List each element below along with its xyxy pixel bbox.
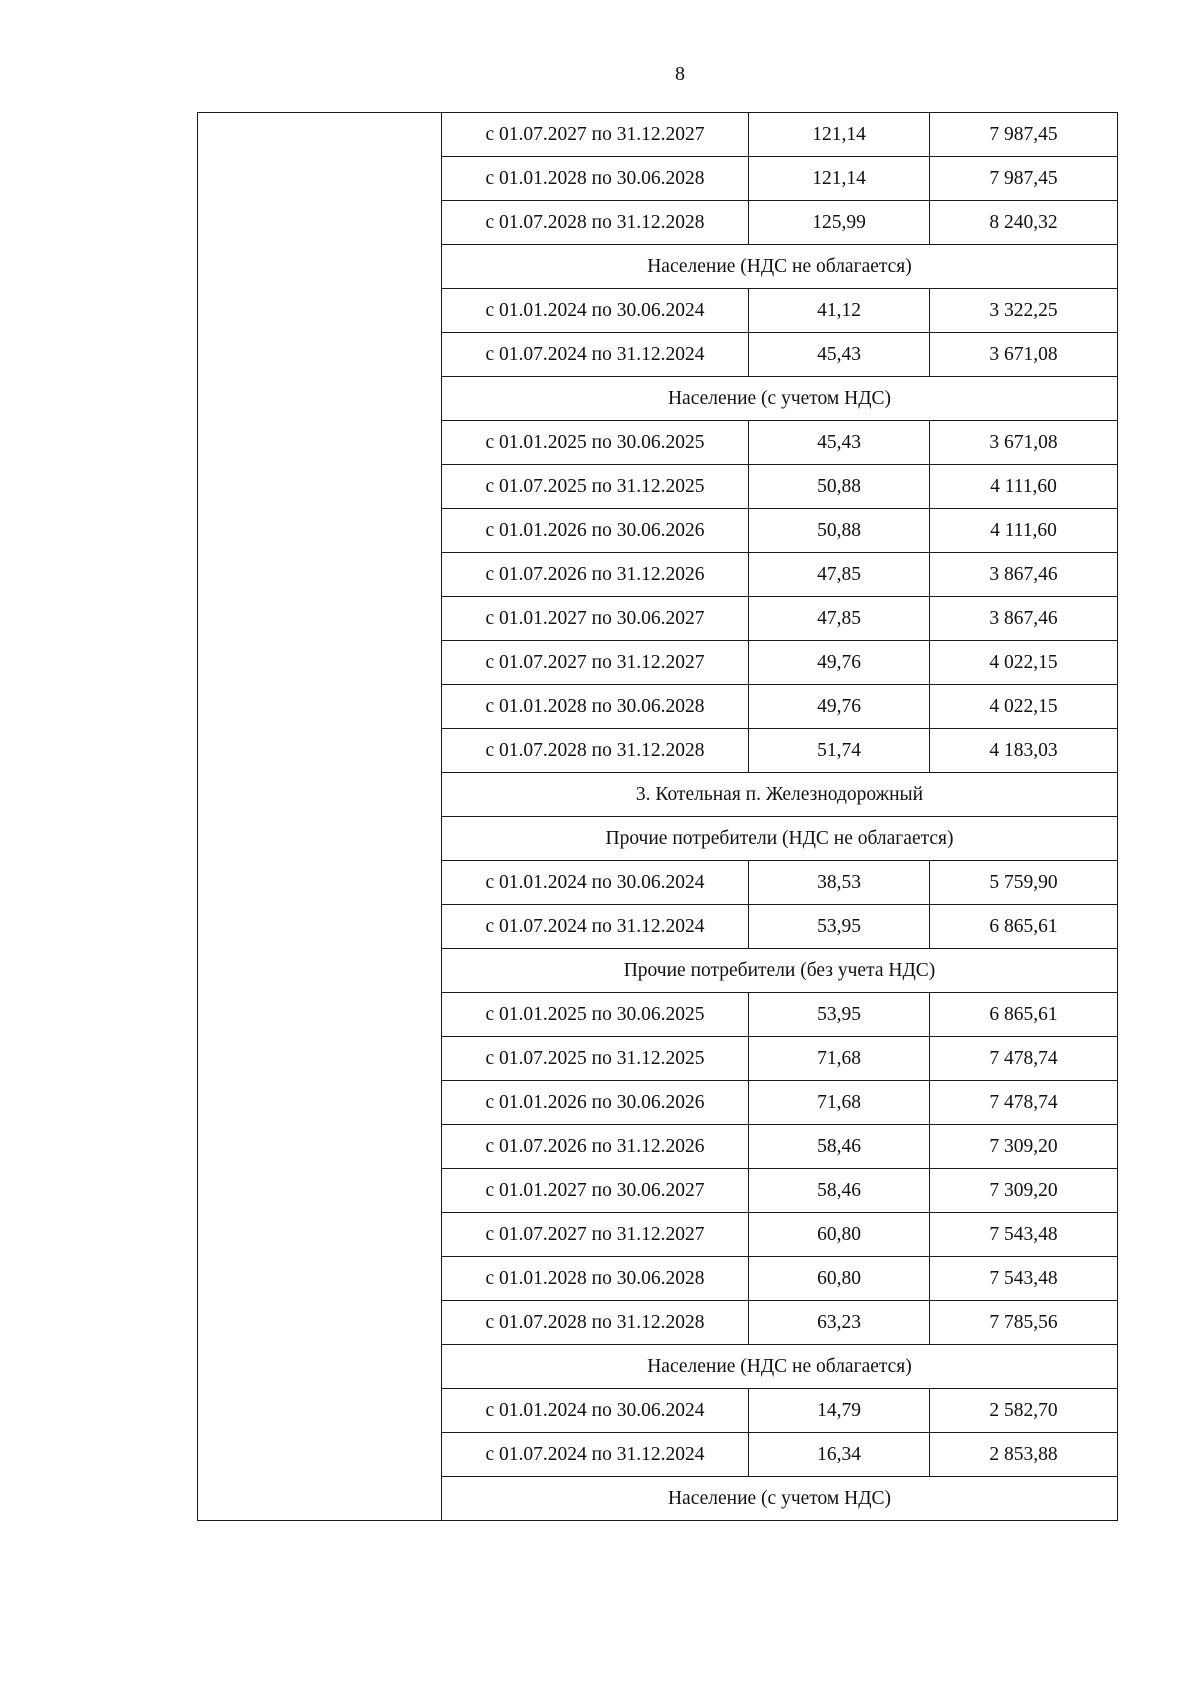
value2-cell: 7 987,45 <box>930 113 1118 157</box>
value1-cell: 41,12 <box>749 289 930 333</box>
value2-cell: 4 183,03 <box>930 729 1118 773</box>
value2-cell: 7 478,74 <box>930 1081 1118 1125</box>
value1-cell: 53,95 <box>749 993 930 1037</box>
value1-cell: 60,80 <box>749 1213 930 1257</box>
value1-cell: 47,85 <box>749 553 930 597</box>
section-heading: Прочие потребители (без учета НДС) <box>442 949 1118 993</box>
value1-cell: 51,74 <box>749 729 930 773</box>
value2-cell: 4 111,60 <box>930 465 1118 509</box>
section-heading: 3. Котельная п. Железнодорожный <box>442 773 1118 817</box>
period-cell: с 01.01.2024 по 30.06.2024 <box>442 1389 749 1433</box>
period-cell: с 01.01.2025 по 30.06.2025 <box>442 993 749 1037</box>
value1-cell: 50,88 <box>749 509 930 553</box>
table-row <box>198 113 1118 157</box>
value1-cell: 50,88 <box>749 465 930 509</box>
value1-cell: 71,68 <box>749 1037 930 1081</box>
value1-cell: 45,43 <box>749 333 930 377</box>
value2-cell: 2 853,88 <box>930 1433 1118 1477</box>
value1-cell: 121,14 <box>749 157 930 201</box>
page-number: 8 <box>675 63 685 85</box>
value1-cell: 16,34 <box>749 1433 930 1477</box>
value2-cell: 7 785,56 <box>930 1301 1118 1345</box>
value1-cell: 49,76 <box>749 641 930 685</box>
value1-cell: 121,14 <box>749 113 930 157</box>
value1-cell: 45,43 <box>749 421 930 465</box>
value1-cell: 14,79 <box>749 1389 930 1433</box>
value1-cell: 63,23 <box>749 1301 930 1345</box>
value1-cell: 49,76 <box>749 685 930 729</box>
period-cell: с 01.01.2024 по 30.06.2024 <box>442 861 749 905</box>
value2-cell: 2 582,70 <box>930 1389 1118 1433</box>
period-cell: с 01.07.2028 по 31.12.2028 <box>442 1301 749 1345</box>
value1-cell: 38,53 <box>749 861 930 905</box>
value2-cell: 3 671,08 <box>930 421 1118 465</box>
period-cell: с 01.07.2024 по 31.12.2024 <box>442 905 749 949</box>
value1-cell: 60,80 <box>749 1257 930 1301</box>
period-cell: с 01.07.2026 по 31.12.2026 <box>442 1125 749 1169</box>
value2-cell: 3 671,08 <box>930 333 1118 377</box>
period-cell: с 01.01.2025 по 30.06.2025 <box>442 421 749 465</box>
period-cell: с 01.07.2028 по 31.12.2028 <box>442 201 749 245</box>
value2-cell: 8 240,32 <box>930 201 1118 245</box>
period-cell: с 01.01.2026 по 30.06.2026 <box>442 509 749 553</box>
period-cell: с 01.07.2025 по 31.12.2025 <box>442 1037 749 1081</box>
period-cell: с 01.01.2024 по 30.06.2024 <box>442 289 749 333</box>
section-heading: Население (с учетом НДС) <box>442 1477 1118 1521</box>
period-cell: с 01.01.2028 по 30.06.2028 <box>442 685 749 729</box>
value2-cell: 7 309,20 <box>930 1125 1118 1169</box>
value1-cell: 125,99 <box>749 201 930 245</box>
value2-cell: 6 865,61 <box>930 905 1118 949</box>
period-cell: с 01.07.2025 по 31.12.2025 <box>442 465 749 509</box>
value1-cell: 71,68 <box>749 1081 930 1125</box>
value2-cell: 5 759,90 <box>930 861 1118 905</box>
period-cell: с 01.01.2027 по 30.06.2027 <box>442 1169 749 1213</box>
value2-cell: 4 022,15 <box>930 685 1118 729</box>
period-cell: с 01.07.2024 по 31.12.2024 <box>442 1433 749 1477</box>
period-cell: с 01.01.2028 по 30.06.2028 <box>442 157 749 201</box>
section-heading: Население (НДС не облагается) <box>442 1345 1118 1389</box>
value2-cell: 7 309,20 <box>930 1169 1118 1213</box>
tariff-table <box>197 112 1118 1521</box>
period-cell: с 01.07.2027 по 31.12.2027 <box>442 1213 749 1257</box>
value2-cell: 7 543,48 <box>930 1257 1118 1301</box>
period-cell: с 01.01.2026 по 30.06.2026 <box>442 1081 749 1125</box>
period-cell: с 01.07.2026 по 31.12.2026 <box>442 553 749 597</box>
value2-cell: 3 322,25 <box>930 289 1118 333</box>
period-cell: с 01.07.2024 по 31.12.2024 <box>442 333 749 377</box>
period-cell: с 01.01.2028 по 30.06.2028 <box>442 1257 749 1301</box>
section-heading: Население (с учетом НДС) <box>442 377 1118 421</box>
section-heading: Прочие потребители (НДС не облагается) <box>442 817 1118 861</box>
value1-cell: 53,95 <box>749 905 930 949</box>
value2-cell: 3 867,46 <box>930 597 1118 641</box>
left-empty-cell <box>198 113 442 1521</box>
value1-cell: 58,46 <box>749 1169 930 1213</box>
value2-cell: 4 022,15 <box>930 641 1118 685</box>
value2-cell: 7 987,45 <box>930 157 1118 201</box>
value1-cell: 47,85 <box>749 597 930 641</box>
period-cell: с 01.01.2027 по 30.06.2027 <box>442 597 749 641</box>
period-cell: с 01.07.2027 по 31.12.2027 <box>442 641 749 685</box>
period-cell: с 01.07.2027 по 31.12.2027 <box>442 113 749 157</box>
value2-cell: 6 865,61 <box>930 993 1118 1037</box>
tariff-table-body <box>198 113 1118 1521</box>
value2-cell: 4 111,60 <box>930 509 1118 553</box>
value2-cell: 7 543,48 <box>930 1213 1118 1257</box>
value2-cell: 7 478,74 <box>930 1037 1118 1081</box>
section-heading: Население (НДС не облагается) <box>442 245 1118 289</box>
value2-cell: 3 867,46 <box>930 553 1118 597</box>
value1-cell: 58,46 <box>749 1125 930 1169</box>
period-cell: с 01.07.2028 по 31.12.2028 <box>442 729 749 773</box>
